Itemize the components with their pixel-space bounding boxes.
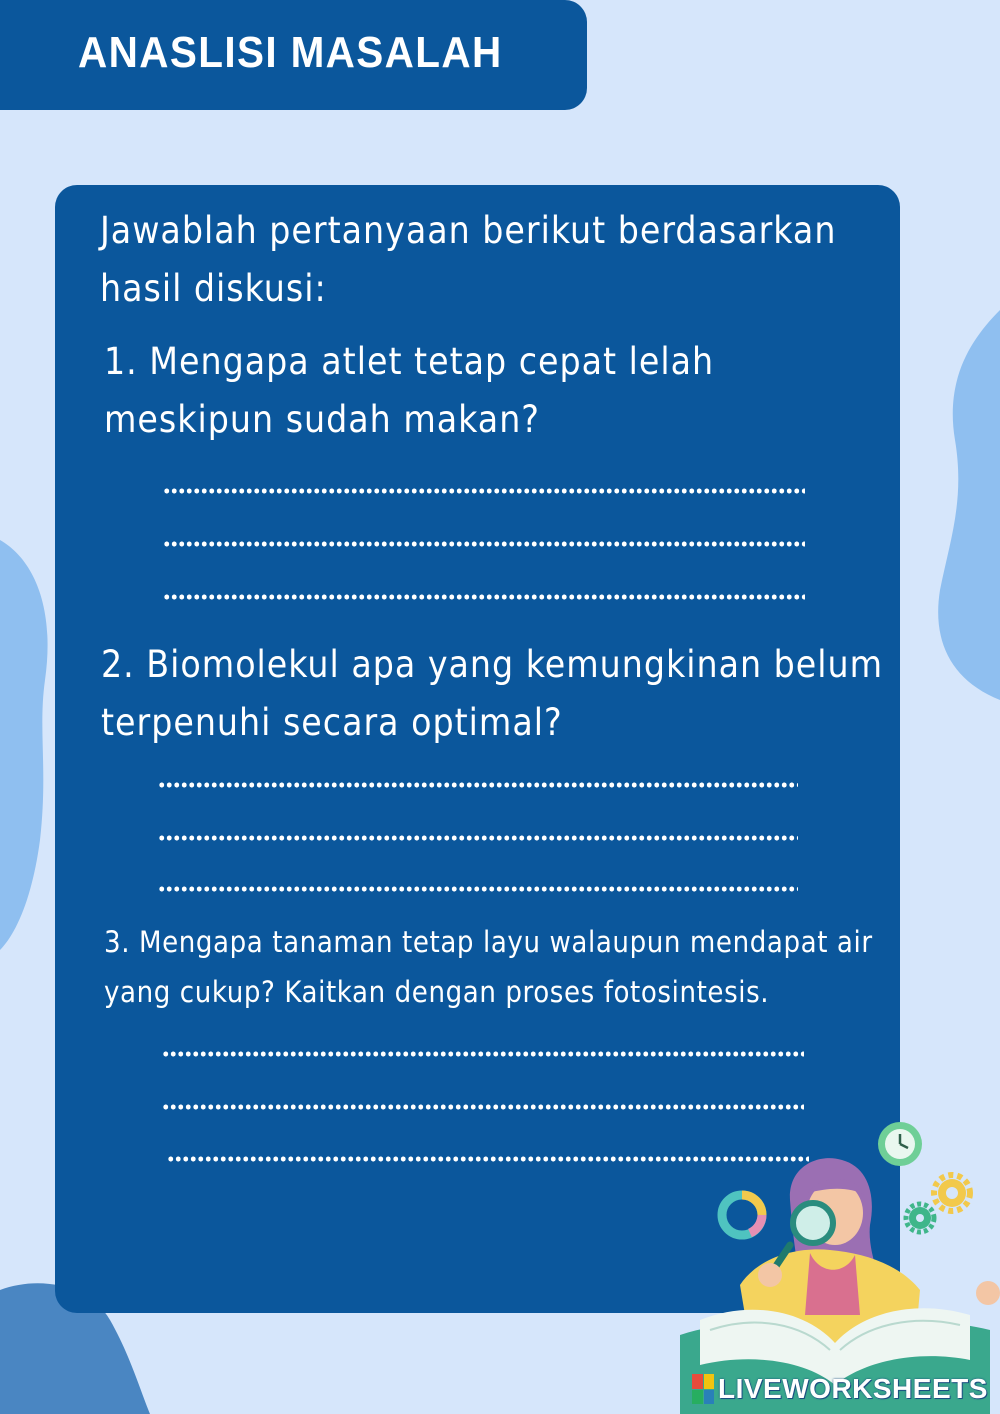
reading-girl-illustration: [670, 1115, 1000, 1414]
question-1: 1. Mengapa atlet tetap cepat lelah meskipun sudah makan?: [104, 340, 715, 441]
page-title: ANASLISI MASALAH: [78, 28, 503, 77]
header-banner: [0, 0, 587, 110]
answer-line-3b[interactable]: [162, 1104, 804, 1110]
background-blob-right: [930, 310, 1000, 710]
question-2: 2. Biomolekul apa yang kemungkinan belum terpenuhi secara optimal?: [101, 643, 884, 744]
instructions-text: Jawablah pertanyaan berikut berdasarkan hasil diskusi:: [100, 209, 837, 310]
liveworksheets-logo: [692, 1372, 988, 1406]
answer-line-2a[interactable]: [158, 782, 798, 788]
answer-line-2b[interactable]: [158, 835, 798, 841]
gear-icon: [906, 1175, 970, 1232]
answer-line-2c[interactable]: [158, 886, 798, 892]
brand-text: LIVEWORKSHEETS: [718, 1373, 988, 1404]
background-blob-left: [0, 540, 60, 950]
logo-badge-icon: [692, 1374, 714, 1404]
answer-line-3a[interactable]: [162, 1051, 804, 1057]
answer-line-1c[interactable]: [163, 594, 805, 600]
answer-line-1a[interactable]: [163, 488, 805, 494]
question-3: 3. Mengapa tanaman tetap layu walaupun mendapat air yang cukup? Kaitkan dengan proses fotosintesis.: [104, 925, 873, 1009]
clock-icon: [878, 1122, 922, 1166]
answer-line-1b[interactable]: [163, 541, 805, 547]
ring-chart-icon: [722, 1195, 762, 1235]
